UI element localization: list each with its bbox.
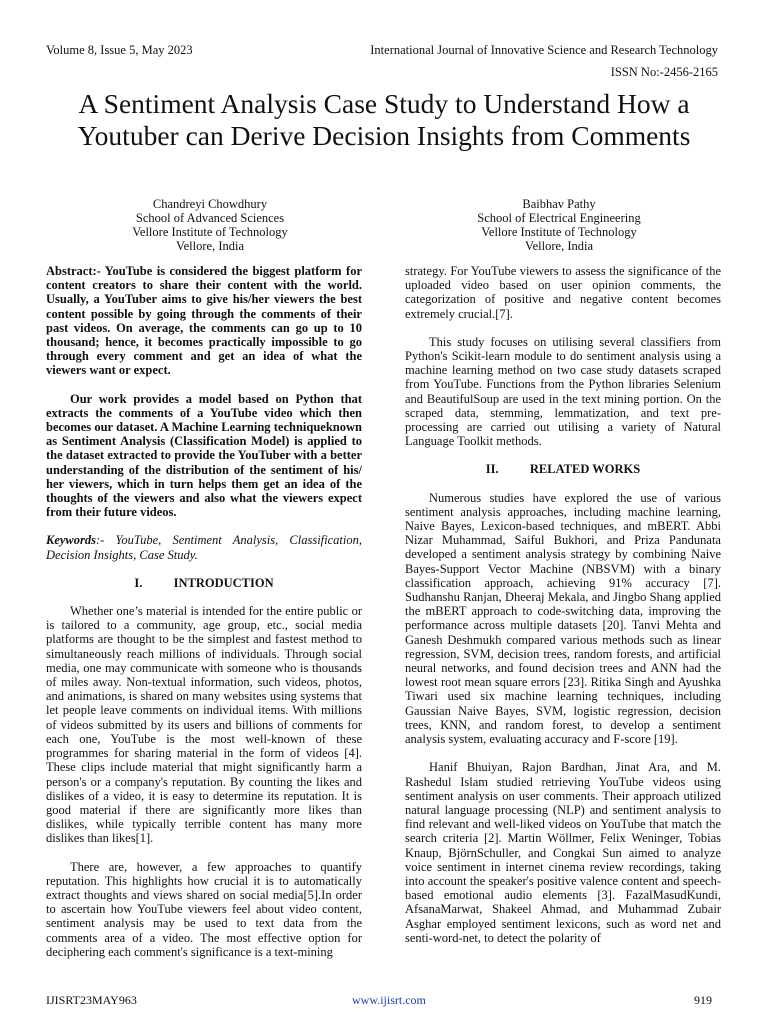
author-dept: School of Electrical Engineering bbox=[477, 211, 641, 225]
right-column bbox=[405, 264, 721, 959]
author-inst: Vellore Institute of Technology bbox=[481, 225, 637, 239]
issn: ISSN No:-2456-2165 bbox=[610, 65, 718, 79]
section-heading-introduction: I. INTRODUCTION bbox=[134, 575, 274, 590]
keywords-text: :- YouTube, Sentiment Analysis, Classification, Decision Insights, Case Study. bbox=[46, 533, 362, 562]
author-loc: Vellore, India bbox=[175, 239, 245, 253]
abstract-paragraph-1: Abstract:- YouTube is considered the biggest platform for content creators to share their content with the world. Usually, a YouTuber aims to give his/her viewers the best content possible by going through the comments of their past videos. On average, the comments can go up to 10 thousand; hence, it becomes practically impossible to go through every comment and get an idea of what the viewers want or expect. bbox=[46, 264, 362, 378]
paper-id: IJISRT23MAY963 bbox=[46, 993, 137, 1007]
journal-name: International Journal of Innovative Science and Research Technology bbox=[370, 43, 718, 57]
volume-info: Volume 8, Issue 5, May 2023 bbox=[46, 43, 193, 57]
abstract-paragraph-2: Our work provides a model based on Python that extracts the comments of a YouTube video which then becomes our dataset. A Machine Learning techniqueknown as Sentiment Analysis (Classification Model) is applied to the dataset extracted to provide the YouTuber with a better understanding of the distribution of the sentiment of his/ her viewers, which in turn helps them get an idea of the thoughts of the viewers and also what the viewers expect from their future videos. bbox=[46, 391, 362, 520]
body-paragraph-continued: strategy. For YouTube viewers to assess the significance of the uploaded video based on user opinion comments, the categorization of positive and negative content becomes extremely crucial.[7]. bbox=[405, 264, 721, 321]
related-works-paragraph-1: Numerous studies have explored the use of various sentiment analysis approaches, including machine learning, Naive Bayes, Lexicon-based techniques, and mBERT. Abbi Nizar Muhammad, Saiful Bukhori, and Priza Pandunata developed a sentiment analysis strategy by combining Naive Bayes-Support Vector Machine (NBSVM) with a binary classification approach, achieving 91% accuracy [7]. Sudhanshu Ranjan, Dheeraj Mekala, and Jingbo Shang applied the mBERT approach to code-switching data, improving the performance across multiple datasets [20]. Tanvi Mehta and Ganesh Deshmukh compared various methods such as linear regression, SVM, decision trees, random forests, and artificial neural networks, and found decision trees and ANN had the lowest root mean square errors [23]. Ritika Singh and Ayushka Tiwari used six machine learning techniques, including Gaussian Naive Bayes, SVM, logistic regression, decision trees, KNN, and random forest, to develop a sentiment analysis system, evaluating accuracy and F-score [19]. bbox=[405, 490, 721, 747]
author-name: Chandreyi Chowdhury bbox=[152, 197, 268, 211]
left-column bbox=[46, 264, 362, 973]
author-inst: Vellore Institute of Technology bbox=[132, 225, 288, 239]
page-number: 919 bbox=[694, 993, 712, 1007]
author-block-2 bbox=[394, 197, 724, 253]
keywords bbox=[46, 533, 362, 561]
keywords-label: Keywords bbox=[46, 533, 96, 548]
body-paragraph-study-focus: This study focuses on utilising several classifiers from Python's Scikit-learn module to do sentiment analysis using a machine learning method on two case study datasets scraped from YouTube. Functions from the Python libraries Selenium and BeautifulSoup are used in the text mining portion. On the scraped data, stemming, lemmatization, and text pre-processing are carried out utilising a variety of Natural Language Toolkit methods. bbox=[405, 334, 721, 449]
related-works-paragraph-2: Hanif Bhuiyan, Rajon Bardhan, Jinat Ara, and M. Rashedul Islam studied retrieving YouTube videos using sentiment analysis on user comments. Their approach utilized natural language processing (NLP) and sentiment analysis to find relevant and well-liked videos on YouTube that match the search criteria [2]. Martin Wöllmer, Felix Weninger, Tobias Knaup, BjörnSchuller, and Congkai Sun aimed to analyze voice sentiment in internet cinema review recordings, taking into account the speaker's positive valence content and speech-based emotional audio elements [3]. FazalMasudKundi, AfsanaMarwat, Shakeel Ahmad, and Muhammad Zubair Asghar employed sentiment lexicons, such as word net and senti-word-net, to detect the polarity of bbox=[405, 760, 721, 945]
author-dept: School of Advanced Sciences bbox=[135, 211, 285, 225]
author-name: Baibhav Pathy bbox=[522, 197, 596, 211]
intro-paragraph-1: Whether one’s material is intended for the entire public or is tailored to a community, age group, etc., social media platforms are thought to be the simplest and fastest method to simultaneously reach millions of individuals. Through social media, one may communicate with someone who is thousands of miles away. Non-textual information, such videos, photos, and animations, is shared on many websites using systems that let people leave comments on individual items. With millions of videos submitted by its users and billions of comments for each one, YouTube is the most well-known of these programmes for sharing material in the form of videos [4]. These clips include material that might significantly harm a person's or a company's reputation. By counting the likes and dislikes of a video, it is easy to determine its reputation. It is good material if there are significantly more likes than dislikes, while typically terrible content has many more dislikes than likes[1]. bbox=[46, 604, 362, 846]
author-block-1 bbox=[45, 197, 375, 253]
paper-title: A Sentiment Analysis Case Study to Understand How a Youtuber can Derive Decision Insights from Comments bbox=[77, 88, 691, 151]
intro-paragraph-2: There are, however, a few approaches to quantify reputation. This highlights how crucial it is to automatically extract thoughts and views shared on social media[5].In order to ascertain how YouTube viewers feel about video content, sentiment analysis may be used to text data from the comments area of a video. The most effective option for deciphering each comment's significance is a text-mining bbox=[46, 859, 362, 959]
journal-website-link[interactable]: www.ijisrt.com bbox=[352, 993, 426, 1007]
section-heading-related-works: II. RELATED WORKS bbox=[485, 462, 641, 477]
author-loc: Vellore, India bbox=[524, 239, 594, 253]
